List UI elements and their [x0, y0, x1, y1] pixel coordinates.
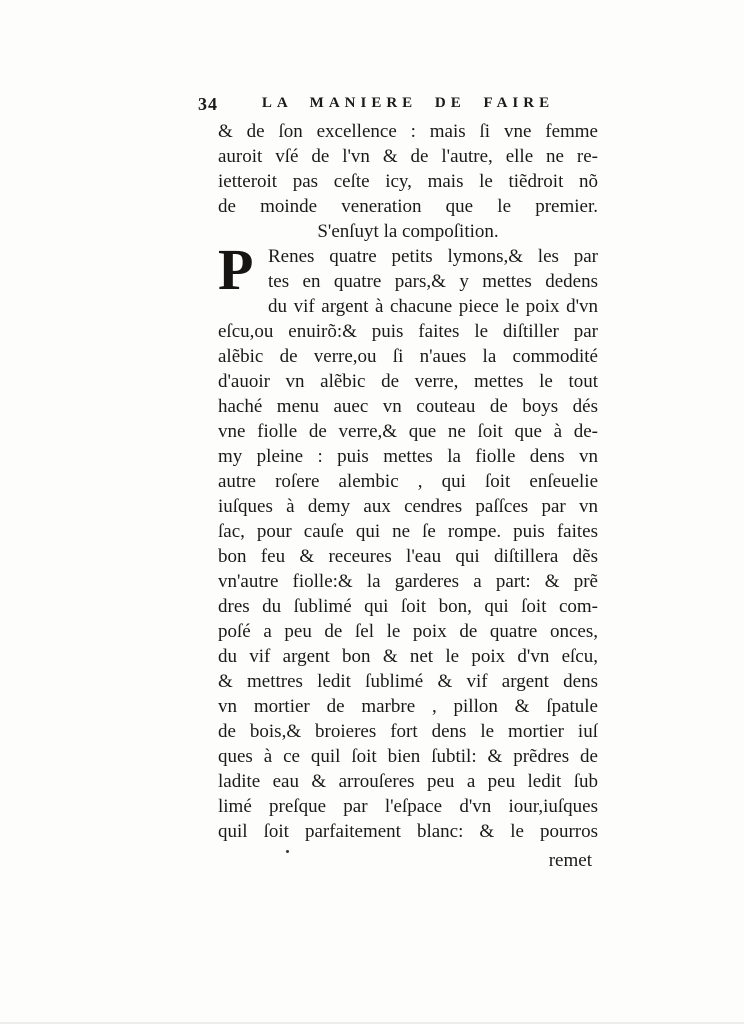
page-header [198, 92, 598, 119]
text-line: d'auoir vn alẽbic de verre, mettes le tout [218, 371, 598, 392]
ink-speck-artifact [286, 850, 289, 853]
text-line: vn mortier de marbre , pillon & ſpatule [218, 696, 598, 717]
text-line: dres du ſublimé qui ſoit bon, qui ſoit com- [218, 596, 598, 617]
text-line: eſcu,ou enuirõ:& puis faites le diſtiller par [218, 321, 598, 342]
catchword: remet [548, 850, 592, 871]
running-title: LA MANIERE DE FAIRE [261, 95, 555, 111]
text-line: my pleine : puis mettes la fiolle dens vn [218, 446, 598, 467]
intro-paragraph [218, 119, 598, 219]
text-line: ſac, pour cauſe qui ne ſe rompe. puis faites [218, 521, 598, 542]
text-line: auroit vſé de l'vn & de l'autre, elle ne re- [218, 146, 598, 167]
text-line: quil ſoit parfaitement blanc: & le pourros [218, 821, 598, 842]
text-line: du vif argent à chacune piece le poix d'vn [268, 296, 598, 317]
text-line: autre roſere alembic , qui ſoit enſeuelie [218, 471, 598, 492]
text-line: de moinde veneration que le premier. [218, 196, 598, 217]
text-line: haché menu auec vn couteau de boys dés [218, 396, 598, 417]
text-line: bon feu & receures l'eau qui diſtillera dẽs [218, 546, 598, 567]
recipe-paragraph [218, 237, 598, 844]
page-number: 34 [198, 94, 218, 114]
text-line: iuſques à demy aux cendres paſſces par vn [218, 496, 598, 517]
text-line: du vif argent bon & net le poix d'vn eſcu, [218, 646, 598, 667]
text-line: alẽbic de verre,ou ſi n'aues la commodité [218, 346, 598, 367]
text-block [198, 92, 598, 873]
drop-cap-initial: P [218, 237, 254, 302]
text-line: tes en quatre pars,& y mettes dedens [268, 271, 598, 292]
text-line: vne fiolle de verre,& que ne ſoit que à de- [218, 421, 598, 442]
text-line: ietteroit pas ceſte icy, mais le tiẽdroit nõ [218, 171, 598, 192]
text-line: limé preſque par l'eſpace d'vn iour,iuſques [218, 796, 598, 817]
text-line: & mettres ledit ſublimé & vif argent dens [218, 671, 598, 692]
text-line: Renes quatre petits lymons,& les par [268, 246, 598, 267]
text-line: de bois,& broieres fort dens le mortier iuſ [218, 721, 598, 742]
section-heading: S'enſuyt la compoſition. [317, 221, 499, 242]
text-line: ladite eau & arrouſeres peu a peu ledit ſub [218, 771, 598, 792]
text-line: & de ſon excellence : mais ſi vne femme [218, 121, 598, 142]
text-line: vn'autre fiolle:& la garderes a part: & prẽ [218, 571, 598, 592]
text-line: ques à ce quil ſoit bien ſubtil: & prẽdres de [218, 746, 598, 767]
text-line: poſé a peu de ſel le poix de quatre onces, [218, 621, 598, 642]
